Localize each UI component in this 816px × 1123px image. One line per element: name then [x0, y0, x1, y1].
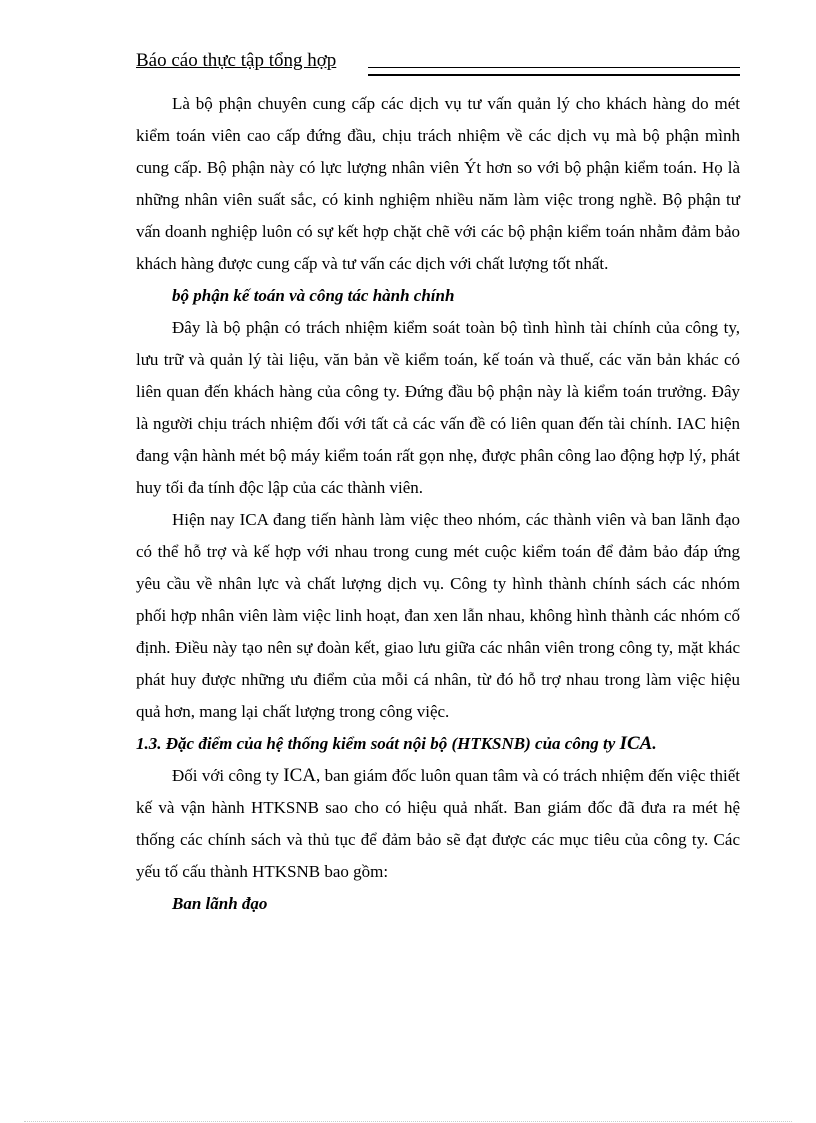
- paragraph-accounting-department: Đây là bộ phận có trách nhiệm kiểm soát toàn bộ tình hình tài chính của công ty, lưu trữ và quản lý tài liệu, văn bản về kiểm toán, kế toán và thuế, các văn bản khác có liên quan đến khách hàng của công ty. Đứng đầu bộ phận này là kiểm toán trưởng. Đây là người chịu trách nhiệm đối với tất cả các vấn đề có liên quan đến tài chính. IAC hiện đang vận hành mét bộ máy kiểm toán rất gọn nhẹ, được phân công lao động hợp lý, phát huy tối đa tính độc lập của các thành viên.: [136, 318, 740, 497]
- paragraph-consulting-department: Là bộ phận chuyên cung cấp các dịch vụ tư vấn quản lý cho khách hàng do mét kiểm toán viên cao cấp đứng đầu, chịu trách nhiệm về các dịch vụ mà bộ phận mình cung cấp. Bộ phận này có lực lượng nhân viên Ýt hơn so với bộ phận kiểm toán. Họ là những nhân viên suất sắc, có kinh nghiệm nhiều năm làm việc trong nghề. Bộ phận tư vấn doanh nghiệp luôn có sự kết hợp chặt chẽ với các bộ phận kiểm toán nhằm đảm bảo khách hàng được cung cấp và tư vấn các dịch với chất lượng tốt nhất.: [136, 94, 740, 273]
- section-heading-period: .: [652, 734, 657, 753]
- paragraph-internal-control-company: ICA: [283, 765, 317, 786]
- paragraph-internal-control-rest: , ban giám đốc luôn quan tâm và có trách nhiệm đến việc thiết kế và vận hành HTKSNB sao cho có hiệu quả nhất. Ban giám đốc đã đưa ra mét hệ thống các chính sách và thủ tục để đảm bảo sẽ đạt được các mục tiêu của công ty. Các yếu tố cấu thành HTKSNB bao gồm:: [136, 766, 740, 881]
- paragraph-team-work: Hiện nay ICA đang tiến hành làm việc theo nhóm, các thành viên và ban lãnh đạo có thể hỗ trợ và kế hợp với nhau trong cung mét cuộc kiểm toán để đảm bảo đáp ứng yêu cầu về nhân lực và chất lượng dịch vụ. Công ty hình thành chính sách các nhóm phối hợp nhân viên làm việc linh hoạt, đan xen lẫn nhau, không hình thành các nhóm cố định. Điều này tạo nên sự đoàn kết, giao lưu giữa các nhân viên trong công ty, mặt khác phát huy được những ưu điểm của mỗi cá nhân, từ đó hỗ trợ nhau trong làm việc hiệu quả hơn, mang lại chất lượng trong công việc.: [136, 510, 740, 721]
- paragraph-internal-control-start: Đối với công ty: [172, 766, 284, 785]
- section-heading-text: 1.3. Đặc điểm của hệ thống kiểm soát nội bộ (HTKSNB) của công ty: [136, 734, 620, 753]
- footer-dotted-rule: [24, 1121, 792, 1122]
- document-body: [136, 88, 740, 920]
- paragraph-internal-control: [136, 760, 740, 888]
- header-rule: [368, 67, 740, 76]
- section-heading-internal-control: [136, 728, 740, 760]
- subheading-leadership: Ban lãnh đạo: [172, 894, 268, 913]
- section-heading-company: ICA: [619, 733, 653, 754]
- subheading-accounting-department: bộ phận kế toán và công tác hành chính: [172, 286, 455, 305]
- report-title: Báo cáo thực tập tổng hợp: [136, 50, 337, 71]
- page-header: [136, 48, 740, 74]
